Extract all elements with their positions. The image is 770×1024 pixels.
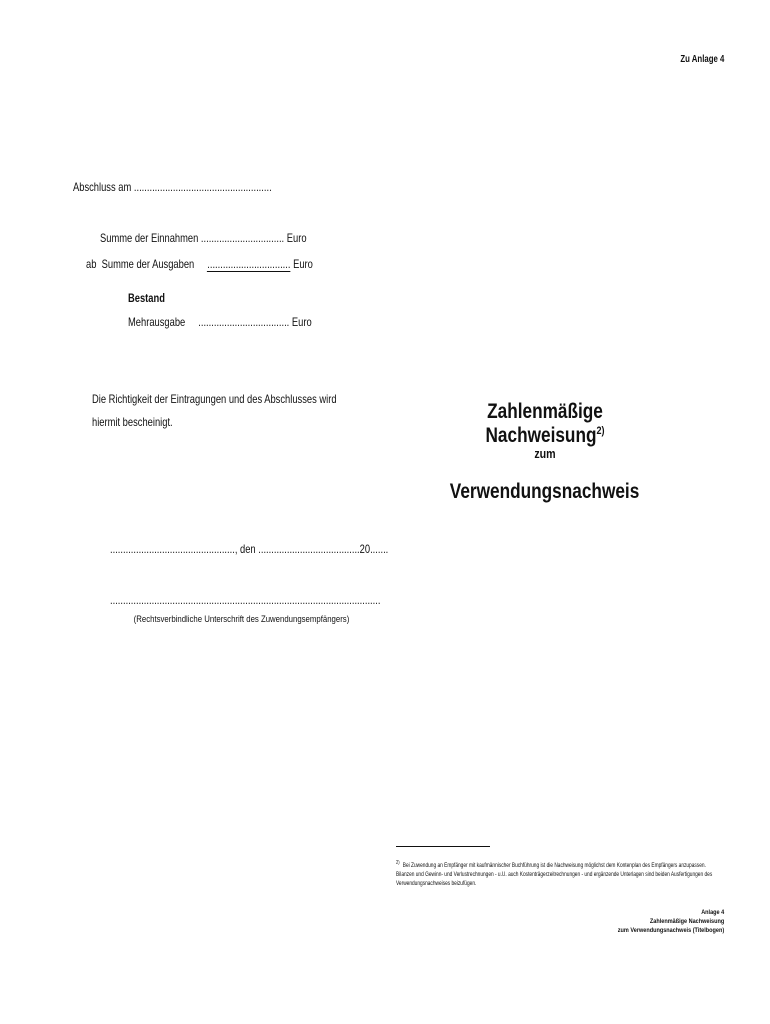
surplus-unit: Euro [291,315,312,329]
expenses-unit: Euro [293,257,313,271]
footer-line-2: Zahlenmäßige Nachweisung [649,918,724,925]
footer-line-3: zum Verwendungsnachweis (Titelbogen) [617,927,724,934]
closing-date-line: Abschluss am ..................................................... [73,180,272,194]
title-connector: zum [534,446,556,461]
balance-heading: Bestand [128,291,165,305]
signature-line: ........................................................................................................ [110,593,381,607]
signature-caption: (Rechtsverbindliche Unterschrift des Zuwendungsempfängers) [133,614,350,625]
surplus-dots: ................................... [198,315,290,329]
footnote-text: Bei Zuwendung an Empfänger mit kaufmännischer Buchführung ist die Nachweisung möglichst dem Kontenplan des Empfängers anzupassen. Bilanzen und Gewinn- und Verlustrechnungen - u.U. auch Kostenträgerzeitrechnungen - und ergänzende Unterlagen sind beiden Ausfertigungen des Verwendungsnachweises beizufügen. [396,863,713,887]
footnote-divider [396,846,490,847]
document-title-text: Zahlenmäßige Nachweisung [485,400,603,447]
footnote [396,859,724,889]
title-footnote-mark: 2) [596,425,605,437]
attachment-reference: Zu Anlage 4 [680,54,724,65]
surplus-line [128,315,312,329]
expenses-dots: ................................ [207,257,291,271]
footer-reference [599,908,724,935]
document-title [420,400,670,448]
expenses-prefix: ab [86,257,97,271]
income-sum-line: Summe der Einnahmen ................................ Euro [100,231,307,245]
place-date-line: ................................................, den .......................................20....... [110,542,389,556]
footnote-mark: 2) [396,860,400,866]
certification-line-1: Die Richtigkeit der Eintragungen und des Abschlusses wird [92,392,337,406]
document-subtitle: Verwendungsnachweis [450,480,640,503]
surplus-label: Mehrausgabe [128,315,186,329]
expenses-label: Summe der Ausgaben [101,257,195,271]
certification-line-2: hiermit bescheinigt. [92,415,173,429]
footer-line-1: Anlage 4 [700,909,724,916]
expenses-sum-line [86,257,313,271]
